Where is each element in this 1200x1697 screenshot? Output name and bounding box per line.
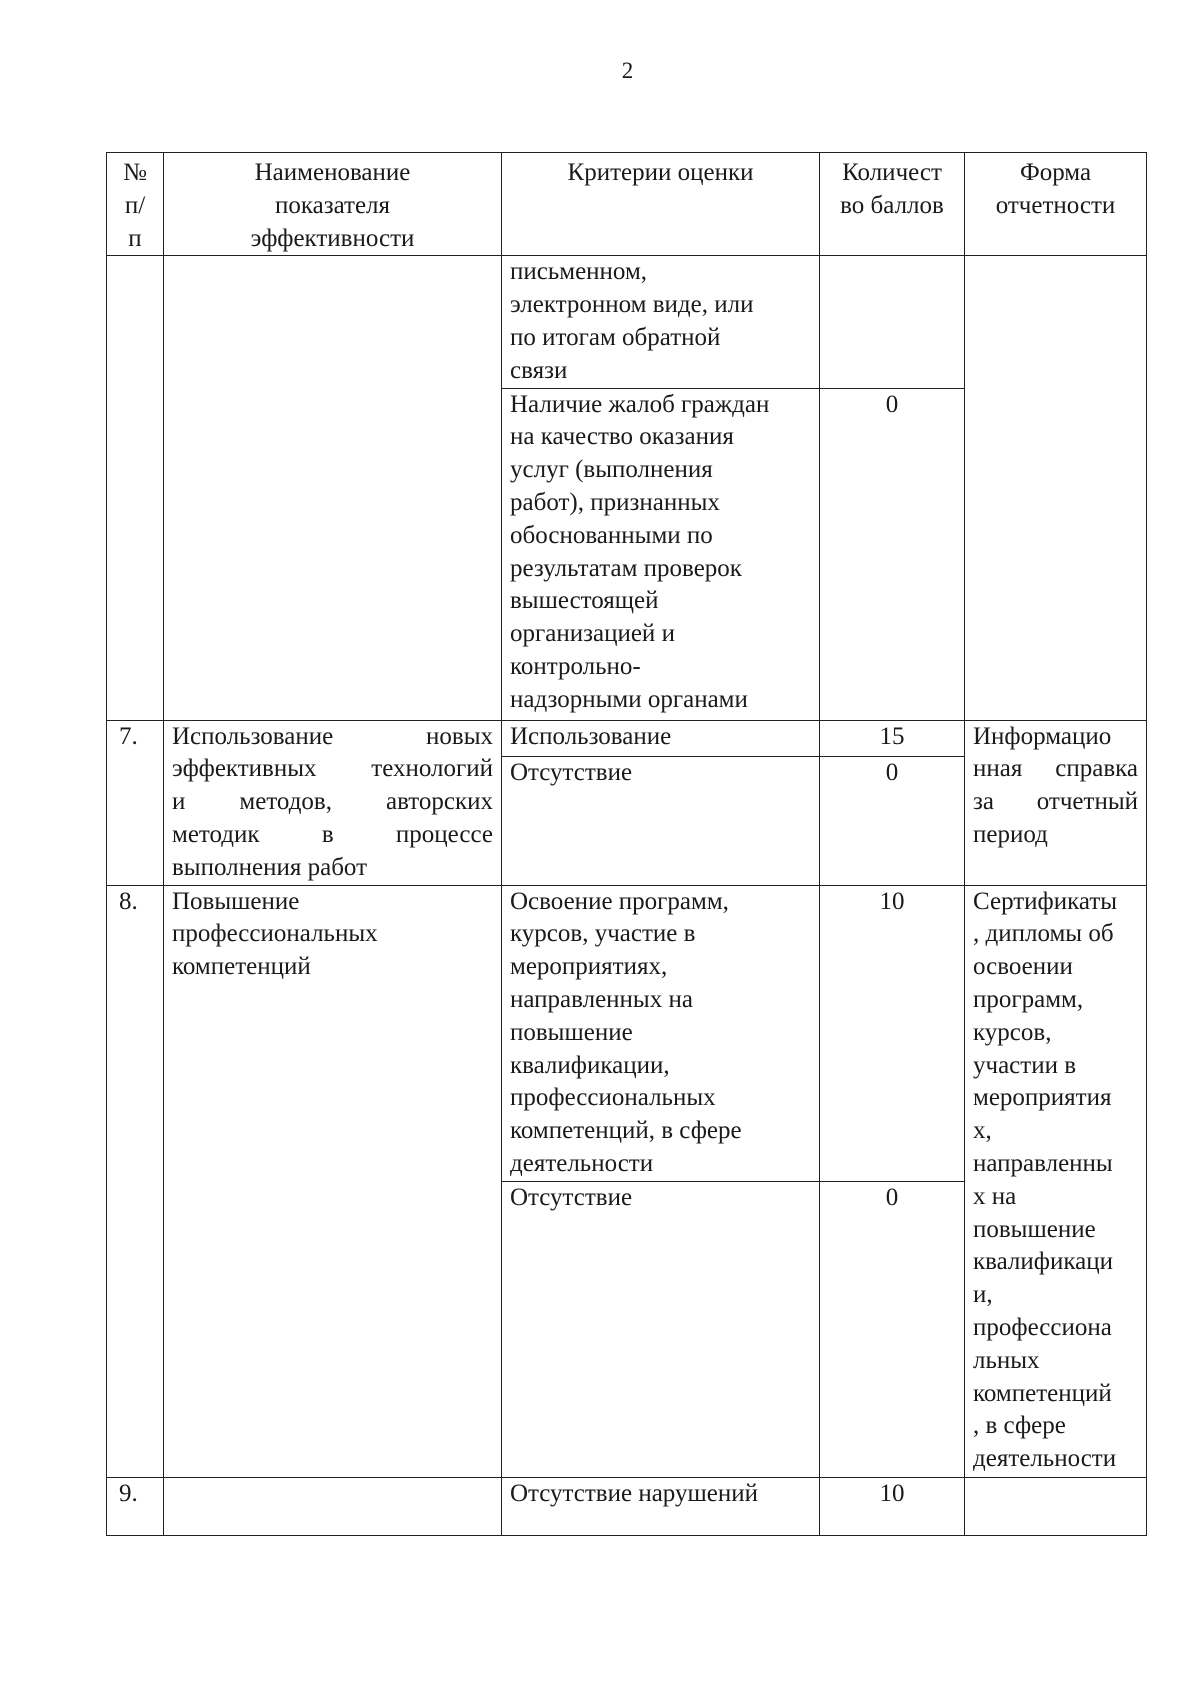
row-7-criteria-absence: Отсутствие bbox=[502, 757, 820, 885]
row-9-points: 10 bbox=[820, 1477, 965, 1535]
page-number: 2 bbox=[621, 58, 634, 83]
row-7-points-use: 15 bbox=[820, 720, 965, 757]
row-7-points-absence: 0 bbox=[820, 757, 965, 885]
row-7-criteria-use: Использование bbox=[502, 720, 820, 757]
cont-criteria-cell: письменном, электронном виде, или по итогам обратной связи bbox=[502, 256, 820, 388]
table-row bbox=[107, 1477, 1147, 1535]
table-header-row bbox=[107, 153, 1147, 256]
cont-name-cell bbox=[164, 256, 502, 720]
row-9-num: 9. bbox=[107, 1477, 164, 1535]
row-8-points-absence: 0 bbox=[820, 1181, 965, 1477]
cont-num-cell bbox=[107, 256, 164, 720]
row-9-name bbox=[164, 1477, 502, 1535]
table-row bbox=[107, 885, 1147, 1181]
table-row bbox=[107, 720, 1147, 757]
row-8-criteria-absence: Отсутствие bbox=[502, 1181, 820, 1477]
header-criteria: Критерии оценки bbox=[502, 153, 820, 256]
header-number: № п/ п bbox=[107, 153, 164, 256]
header-report-form: Форма отчетности bbox=[965, 153, 1147, 256]
cont-points-complaints: 0 bbox=[820, 388, 965, 720]
row-8-num: 8. bbox=[107, 885, 164, 1477]
row-8-form: Сертификаты , дипломы об освоении программ, курсов, участии в мероприятия х, направленны х на повышение квалификаци и, профессиона льных компетенций , в сфере деятельности bbox=[965, 885, 1147, 1477]
row-7-name: Использование новых эффективных технологий и методов, авторских методик в процессе выполнения работ bbox=[164, 720, 502, 885]
row-9-form bbox=[965, 1477, 1147, 1535]
row-8-points-programs: 10 bbox=[820, 885, 965, 1181]
cont-form-cell bbox=[965, 256, 1147, 720]
performance-criteria-table bbox=[106, 152, 1147, 1536]
header-indicator-name: Наименование показателя эффективности bbox=[164, 153, 502, 256]
row-9-criteria: Отсутствие нарушений bbox=[502, 1477, 820, 1535]
row-7-form: Информацио нная справка за отчетный период bbox=[965, 720, 1147, 885]
row-8-criteria-programs: Освоение программ, курсов, участие в мероприятиях, направленных на повышение квалификации, профессиональных компетенций, в сфере деятельности bbox=[502, 885, 820, 1181]
table-row bbox=[107, 256, 1147, 388]
row-8-name: Повышение профессиональных компетенций bbox=[164, 885, 502, 1477]
cont-criteria-complaints: Наличие жалоб граждан на качество оказания услуг (выполнения работ), признанных обоснованными по результатам проверок вышестоящей организацией и контрольно- надзорными органами bbox=[502, 388, 820, 720]
cont-points-cell bbox=[820, 256, 965, 388]
header-points: Количест во баллов bbox=[820, 153, 965, 256]
row-7-num: 7. bbox=[107, 720, 164, 885]
